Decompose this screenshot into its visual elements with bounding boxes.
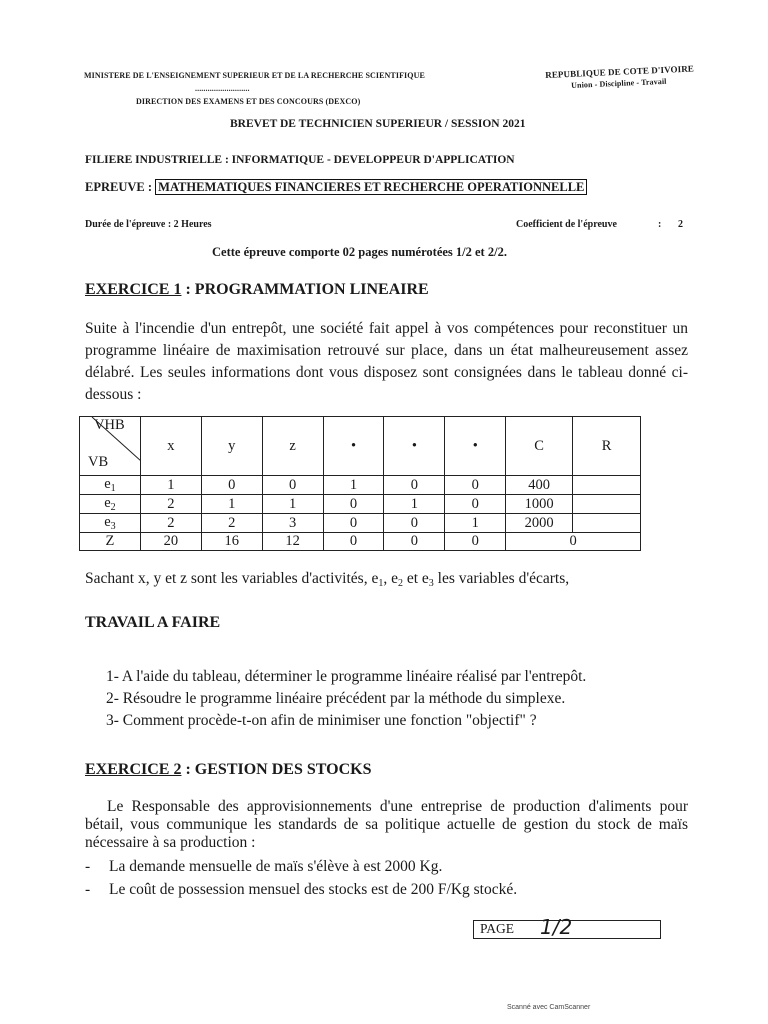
table-header: • bbox=[445, 417, 506, 476]
table-cell: 0 bbox=[323, 514, 384, 533]
table-cell: 2 bbox=[201, 514, 262, 533]
table-corner-cell bbox=[80, 417, 141, 476]
exercise2-title bbox=[85, 761, 371, 779]
table-header: • bbox=[323, 417, 384, 476]
table-row bbox=[80, 476, 641, 495]
table-header: C bbox=[506, 417, 573, 476]
republic-name: REPUBLIQUE DE COTE D'IVOIRE bbox=[545, 63, 695, 80]
table-cell: 20 bbox=[140, 533, 201, 551]
coefficient-value: 2 bbox=[678, 219, 683, 230]
table-cell: 0 bbox=[506, 533, 641, 551]
exercise2-number: EXERCICE 2 bbox=[85, 761, 182, 778]
table-cell bbox=[573, 476, 641, 495]
exercise1-subject: : PROGRAMMATION LINEAIRE bbox=[181, 281, 429, 298]
table-cell: 1000 bbox=[506, 495, 573, 514]
row-label: $e_1$ bbox=[80, 476, 141, 495]
list-item: - Le coût de possession mensuel des stocks est de 200 F/Kg stocké. bbox=[85, 881, 518, 898]
table-cell: 0 bbox=[384, 533, 445, 551]
table-cell: 12 bbox=[262, 533, 323, 551]
exercise1-number: EXERCICE 1 bbox=[85, 281, 182, 298]
table-cell: 2 bbox=[140, 514, 201, 533]
table-cell: 1 bbox=[384, 495, 445, 514]
table-cell: 0 bbox=[323, 533, 384, 551]
page-box bbox=[473, 915, 661, 939]
stock-standards-list bbox=[85, 855, 517, 901]
direction-name: DIRECTION DES EXAMENS ET DES CONCOURS (DEXCO) bbox=[136, 97, 361, 106]
exam-duration: Durée de l'épreuve : 2 Heures bbox=[85, 219, 212, 230]
row-label: $e_3$ bbox=[80, 514, 141, 533]
table-cell: 1 bbox=[262, 495, 323, 514]
table-cell: 0 bbox=[445, 533, 506, 551]
page-number: 1/2 bbox=[540, 915, 573, 939]
objective-row bbox=[80, 533, 641, 551]
table-cell: 0 bbox=[445, 495, 506, 514]
table-cell: 0 bbox=[323, 495, 384, 514]
table-cell: 0 bbox=[262, 476, 323, 495]
corner-top-label: VHB bbox=[94, 417, 125, 433]
variables-note: Sachant x, y et z sont les variables d'activités, $e_1$, $e_2$ et $e_3$ les variables d'écarts, bbox=[85, 570, 570, 589]
exercise1-title bbox=[85, 281, 429, 299]
table-cell: 16 bbox=[201, 533, 262, 551]
table-header: y bbox=[201, 417, 262, 476]
table-cell: 0 bbox=[201, 476, 262, 495]
ministry-name: MINISTERE DE L'ENSEIGNEMENT SUPERIEUR ET DE LA RECHERCHE SCIENTIFIQUE bbox=[84, 71, 425, 80]
table-cell: 0 bbox=[445, 476, 506, 495]
table-cell: 1 bbox=[445, 514, 506, 533]
table-cell: 0 bbox=[384, 514, 445, 533]
table-row bbox=[80, 495, 641, 514]
table-cell: 2 bbox=[140, 495, 201, 514]
table-row bbox=[80, 514, 641, 533]
task-list bbox=[106, 666, 586, 732]
filiere: FILIERE INDUSTRIELLE : INFORMATIQUE - DEVELOPPEUR D'APPLICATION bbox=[85, 154, 515, 166]
table-header: x bbox=[140, 417, 201, 476]
table-cell: 1 bbox=[140, 476, 201, 495]
epreuve-line bbox=[85, 180, 587, 195]
row-label: Z bbox=[80, 533, 141, 551]
work-title: TRAVAIL A FAIRE bbox=[85, 614, 221, 631]
table-header: R bbox=[573, 417, 641, 476]
list-item: 2- Résoudre le programme linéaire précédent par la méthode du simplexe. bbox=[106, 690, 566, 707]
pages-note: Cette épreuve comporte 02 pages numérotées 1/2 et 2/2. bbox=[212, 245, 507, 259]
table-cell: 3 bbox=[262, 514, 323, 533]
simplex-table bbox=[79, 416, 641, 551]
corner-bottom-label: VB bbox=[88, 454, 109, 470]
table-header: z bbox=[262, 417, 323, 476]
table-cell: 2000 bbox=[506, 514, 573, 533]
table-cell bbox=[573, 514, 641, 533]
header-separator: .......................... bbox=[195, 84, 250, 93]
exercise1-intro: Suite à l'incendie d'un entrepôt, une société fait appel à vos compétences pour reconstituer un programme linéaire de maximisation retrouvé sur place, dans un état malheureusement assez délabré. Les seules informations dont vous disposez sont consignées dans le tableau donné ci-dessous : bbox=[85, 320, 688, 403]
table-cell: 1 bbox=[201, 495, 262, 514]
exercise2-intro: Le Responsable des approvisionnements d'une entreprise de production d'aliments pour bétail, vous communique les standards de sa politique actuelle de gestion du stock de maïs nécessaire à sa production : bbox=[85, 798, 688, 851]
table-cell: 1 bbox=[323, 476, 384, 495]
table-cell: 400 bbox=[506, 476, 573, 495]
coefficient-separator: : bbox=[658, 219, 662, 230]
table-cell: 0 bbox=[384, 476, 445, 495]
national-motto: Union - Discipline - Travail bbox=[571, 76, 667, 90]
epreuve-title: MATHEMATIQUES FINANCIERES ET RECHERCHE OPERATIONNELLE bbox=[155, 179, 587, 195]
list-item: 1- A l'aide du tableau, déterminer le programme linéaire réalisé par l'entrepôt. bbox=[106, 668, 587, 685]
table-cell bbox=[573, 495, 641, 514]
coefficient-label: Coefficient de l'épreuve bbox=[516, 219, 617, 230]
scanner-watermark: Scanné avec CamScanner bbox=[507, 1004, 591, 1011]
page-label: PAGE bbox=[480, 921, 515, 936]
epreuve-label: EPREUVE : bbox=[85, 180, 153, 194]
exercise2-subject: : GESTION DES STOCKS bbox=[181, 761, 372, 778]
table-header-row bbox=[80, 417, 641, 476]
list-item: 3- Comment procède-t-on afin de minimiser une fonction "objectif" ? bbox=[106, 712, 537, 729]
exam-session: BREVET DE TECHNICIEN SUPERIEUR / SESSION 2021 bbox=[230, 118, 526, 130]
list-item: - La demande mensuelle de maïs s'élève à est 2000 Kg. bbox=[85, 858, 443, 875]
row-label: $e_2$ bbox=[80, 495, 141, 514]
table-header: • bbox=[384, 417, 445, 476]
